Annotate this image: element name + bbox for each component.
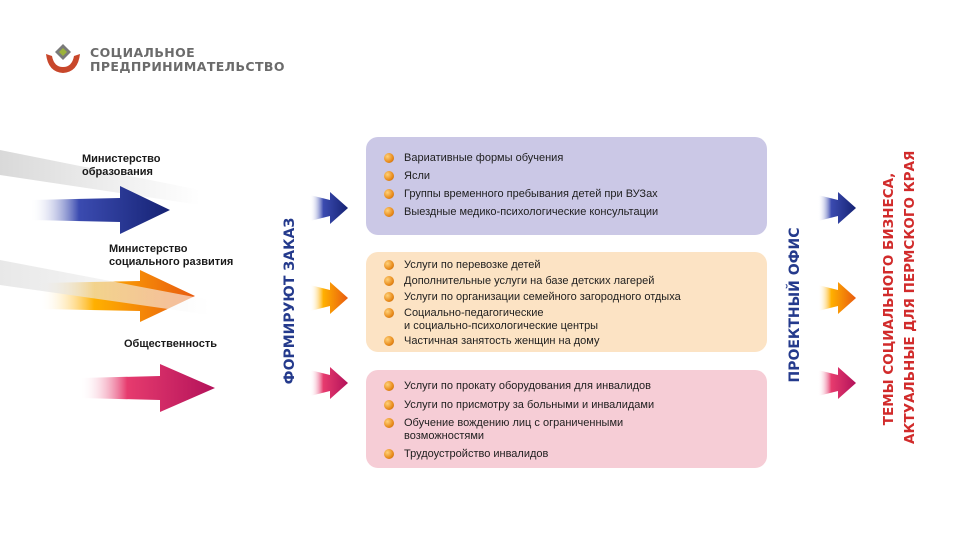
service-box-public: Услуги по прокату оборудования для инвалидов Услуги по присмотру за больными и инвалидами Обучение вождению лиц с ограниченными возможностями Трудоустройство инвалидов (366, 370, 767, 468)
bullet-icon (384, 207, 394, 217)
project-office-label: ПРОЕКТНЫЙ ОФИС (787, 227, 803, 383)
bullet-icon (384, 171, 394, 181)
source-ministry-social (109, 243, 233, 269)
source-label-line: Министерство (109, 243, 188, 255)
topics-line1: ТЕМЫ СОЦИАЛЬНОГО БИЗНЕСА, (881, 172, 897, 426)
source-label-line: Министерство (82, 153, 161, 165)
bullet-icon (384, 418, 394, 428)
source-public (124, 338, 217, 351)
source-ministry-education (82, 153, 161, 179)
small-arrows-left (310, 180, 360, 410)
service-box-social: Услуги по перевозке детей Дополнительные услуги на базе детских лагерей Услуги по организации семейного загородного отдыха Социально-педагогические и социально-психологические центры Частичная занятость женщин на дому (366, 252, 767, 352)
small-arrows-right (818, 180, 868, 410)
bullet-icon (384, 189, 394, 199)
bullet-icon (384, 381, 394, 391)
pink-arrow (80, 364, 215, 412)
bullet-icon (384, 449, 394, 459)
bullet-icon (384, 153, 394, 163)
source-label-line: Общественность (124, 338, 217, 350)
service-box-education: Вариативные формы обучения Ясли Группы временного пребывания детей при ВУЗах Выездные медико-психологические консультации (366, 137, 767, 235)
bullet-icon (384, 260, 394, 270)
bullet-icon (384, 336, 394, 346)
bullet-icon (384, 276, 394, 286)
topics-line2: АКТУАЛЬНЫЕ ДЛЯ ПЕРМСКОГО КРАЯ (902, 150, 918, 444)
source-label-line: социального развития (109, 256, 234, 268)
logo-line2: ПРЕДПРИНИМАТЕЛЬСТВО (90, 59, 285, 74)
source-label-line: образования (82, 166, 153, 178)
bullet-icon (384, 400, 394, 410)
left-arrows-graphic (0, 0, 360, 540)
bullet-icon (384, 308, 394, 318)
forms-order-label: ФОРМИРУЮТ ЗАКАЗ (282, 217, 298, 385)
logo-line1: СОЦИАЛЬНОЕ (90, 45, 196, 60)
topics-label (879, 150, 921, 444)
bullet-icon (384, 292, 394, 302)
